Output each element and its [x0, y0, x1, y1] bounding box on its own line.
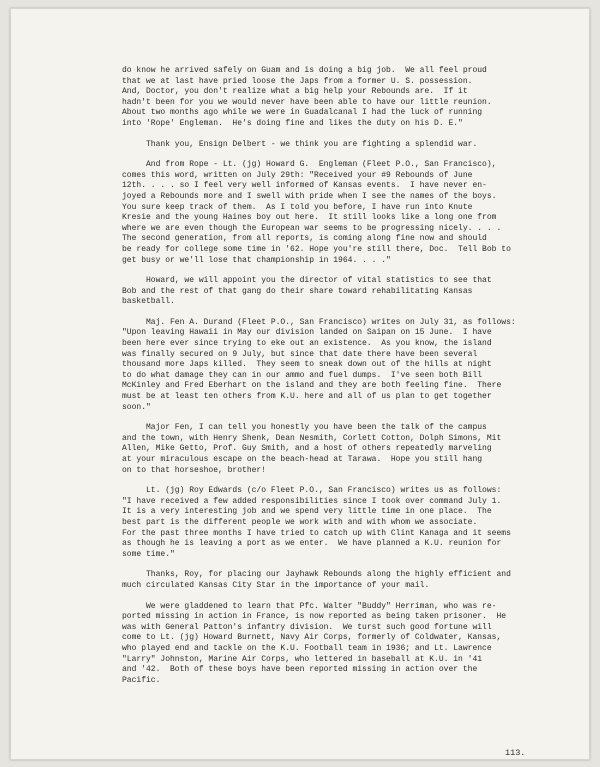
paragraph-thanks-delbert: Thank you, Ensign Delbert - we think you are fighting a splendid war.	[122, 139, 478, 149]
page-number: 113.	[505, 748, 526, 758]
paragraph-durand-letter: Maj. Fen A. Durand (Fleet P.O., San Francisco) writes on July 31, as follows: "Upon leaving Hawaii in May our division landed on Saipan on 15 June. I have been here ever since trying to eke out an existence. As you know, the island was finally secured on 9 July, but since that date there have been several thousand more Japs killed. They seem to sneak down out of the hills at night to do what damage they can in our ammo and fuel dumps. I've seen both Bill McKinley and Fred Eberhart on the island and they are both feeling fine. There must be at least ten others from K.U. here and all of us plan to get together soon."	[122, 317, 516, 412]
paragraph-engleman-letter: And from Rope - Lt. (jg) Howard G. Engleman (Fleet P.O., San Francisco), comes this word, written on July 29th: "Received your #9 Rebounds of June 12th. . . . so I feel very well informed of Kansas events. I have never en- joyed a Rebounds more and I swell with pride when I see the names of the boys. You sure keep track of them. As I told you before, I have run into Knute Kresie and the young Haines boy out here. It still looks like a long one from where we are even though the European war seems to be progressing nicely. . . . The second generation, from all reports, is coming along fine now and should be ready for college some time in '62. Hope you're still there, Doc. Tell Bob to get busy or we'll lose that championship in 1964. . . ."	[122, 160, 511, 265]
paragraph-edwards-letter: Lt. (jg) Roy Edwards (c/o Fleet P.O., San Francisco) writes us as follows: "I have received a few added responsibilities since I took over command July 1. It is a very interesting job and we spend very little time in one place. The best part is the different people we work with and with whom we associate. For the past three months I have tried to catch up with Clint Kanaga and it seems as though he is leaving a port as we enter. We have planned a K.U. reunion for some time."	[122, 486, 511, 559]
document-page	[10, 8, 590, 760]
letter-body	[122, 66, 562, 696]
paragraph-reply-roy: Thanks, Roy, for placing our Jayhawk Rebounds along the highly efficient and much circulated Kansas City Star in the importance of your mail.	[122, 570, 511, 590]
paragraph-missing-in-action: We were gladdened to learn that Pfc. Walter "Buddy" Herriman, who was re- ported missing in action in France, is now reported as being taken prisoner. He was with General Patton's infantry division. We turst such good fortune will come to Lt. (jg) Howard Burnett, Navy Air Corps, formerly of Coldwater, Kansas, who played end and tackle on the K.U. Football team in 1936; and Lt. Lawrence "Larry" Johnston, Marine Air Corps, who lettered in baseball at K.U. in '41 and '42. Both of these boys have been reported missing in action over the Pacific.	[122, 601, 507, 685]
paragraph-delbert-letter: do know he arrived safely on Guam and is doing a big job. We all feel proud that we at last have pried loose the Japs from a former U. S. possession. And, Doctor, you don't realize what a big help your Rebounds are. If it hadn't been for you we would never have been able to have our little reunion. About two months ago while we were in Guadalcanal I had the luck of running into 'Rope' Engleman. He's doing fine and likes the duty on his D. E."	[122, 66, 492, 128]
paragraph-reply-fen: Major Fen, I can tell you honestly you have been the talk of the campus and the town, with Henry Shenk, Dean Nesmith, Corlett Cotton, Dolph Simons, Mit Allen, Mike Getto, Prof. Guy Smith, and a host of others repeatedly marveling at your miraculous escape on the beach-head at Tarawa. Hope you still hang on to that horseshoe, brother!	[122, 423, 502, 475]
paragraph-reply-howard: Howard, we will appoint you the director of vital statistics to see that Bob and the rest of that gang do their share toward rehabilitating Kansas basketball.	[122, 276, 492, 307]
